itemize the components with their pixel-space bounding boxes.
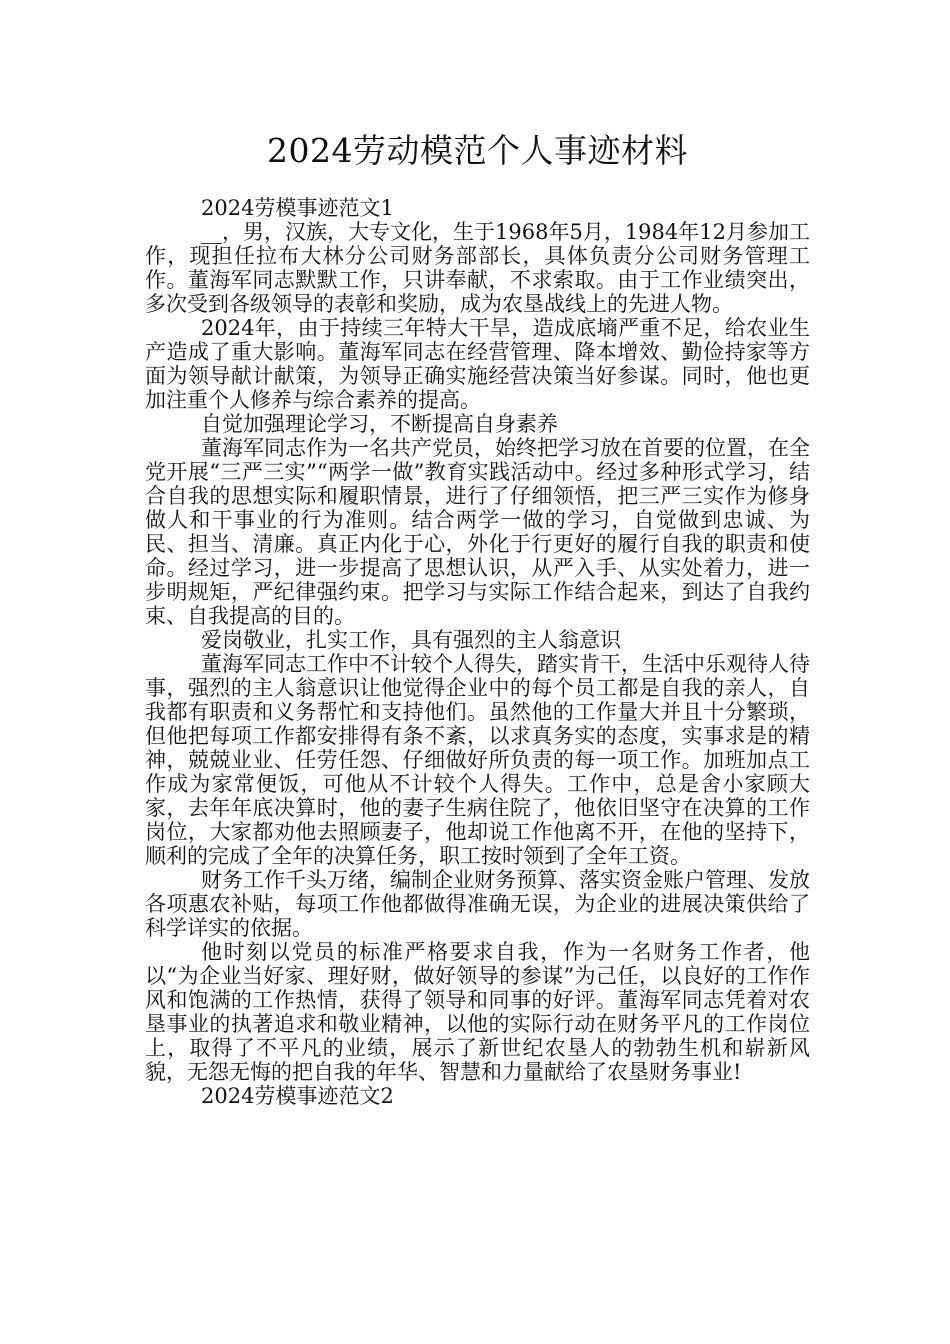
document-page <box>145 0 810 1108</box>
paragraph-finance: 财务工作千头万绪，编制企业财务预算、落实资金账户管理、发放各项惠农补贴，每项工作他都做得准确无误，为企业的进展决策供给了科学详实的依据。 <box>145 868 810 940</box>
section-heading-2: 2024劳模事迹范文2 <box>201 1084 394 1108</box>
document-title: 2024劳动模范个人事迹材料 <box>267 131 688 170</box>
subheading-dedication: 爱岗敬业，扎实工作，具有强烈的主人翁意识 <box>201 628 621 652</box>
section-heading-1: 2024劳模事迹范文1 <box>201 196 394 220</box>
paragraph-study: 董海军同志作为一名共产党员，始终把学习放在首要的位置，在全党开展“三严三实”“两学一做”教育实践活动中。经过多种形式学习，结合自我的思想实际和履职情景，进行了仔细领悟，把三严三实作为修身做人和干事业的行为准则。结合两学一做的学习，自觉做到忠诚、为民、担当、清廉。真正内化于心，外化于行更好的履行自我的职责和使命。经过学习，进一步提高了思想认识，从严入手、从实处着力，进一步明规矩，严纪律强约束。把学习与实际工作结合起来，到达了自我约束、自我提高的目的。 <box>145 436 810 628</box>
paragraph-party: 他时刻以党员的标准严格要求自我，作为一名财务工作者，他以“为企业当好家、理好财，做好领导的参谋”为己任，以良好的工作作风和饱满的工作热情，获得了领导和同事的好评。董海军同志凭着对农垦事业的执著追求和敬业精神，以他的实际行动在财务平凡的工作岗位上，取得了不平凡的业绩，展示了新世纪农垦人的勃勃生机和崭新风貌，无怨无悔的把自我的年华、智慧和力量献给了农垦财务事业! <box>145 940 810 1084</box>
paragraph-dedication: 董海军同志工作中不计较个人得失，踏实肯干，生活中乐观待人待事，强烈的主人翁意识让他觉得企业中的每个员工都是自我的亲人，自我都有职责和义务帮忙和支持他们。虽然他的工作量大并且十分繁琐，但他把每项工作都安排得有条不紊，以求真务实的态度，实事求是的精神，兢兢业业、任劳任怨、仔细做好所负责的每一项工作。加班加点工作成为家常便饭，可他从不计较个人得失。工作中，总是舍小家顾大家，去年年底决算时，他的妻子生病住院了，他依旧坚守在决算的工作岗位，大家都劝他去照顾妻子，他却说工作他离不开，在他的坚持下，顺利的完成了全年的决算任务，职工按时领到了全年工资。 <box>145 652 810 868</box>
paragraph-2024: 2024年，由于持续三年特大干旱，造成底墒严重不足，给农业生产造成了重大影响。董海军同志在经营管理、降本增效、勤俭持家等方面为领导献计献策，为领导正确实施经营决策当好参谋。同时，他也更加注重个人修养与综合素养的提高。 <box>145 316 810 412</box>
subheading-study: 自觉加强理论学习，不断提高自身素养 <box>201 412 558 436</box>
document-body <box>145 196 810 1108</box>
paragraph-intro: __，男，汉族，大专文化，生于1968年5月，1984年12月参加工作，现担任拉布大林分公司财务部部长，具体负责分公司财务管理工作。董海军同志默默工作，只讲奉献，不求索取。由于工作业绩突出，多次受到各级领导的表彰和奖励，成为农垦战线上的先进人物。 <box>145 220 810 316</box>
